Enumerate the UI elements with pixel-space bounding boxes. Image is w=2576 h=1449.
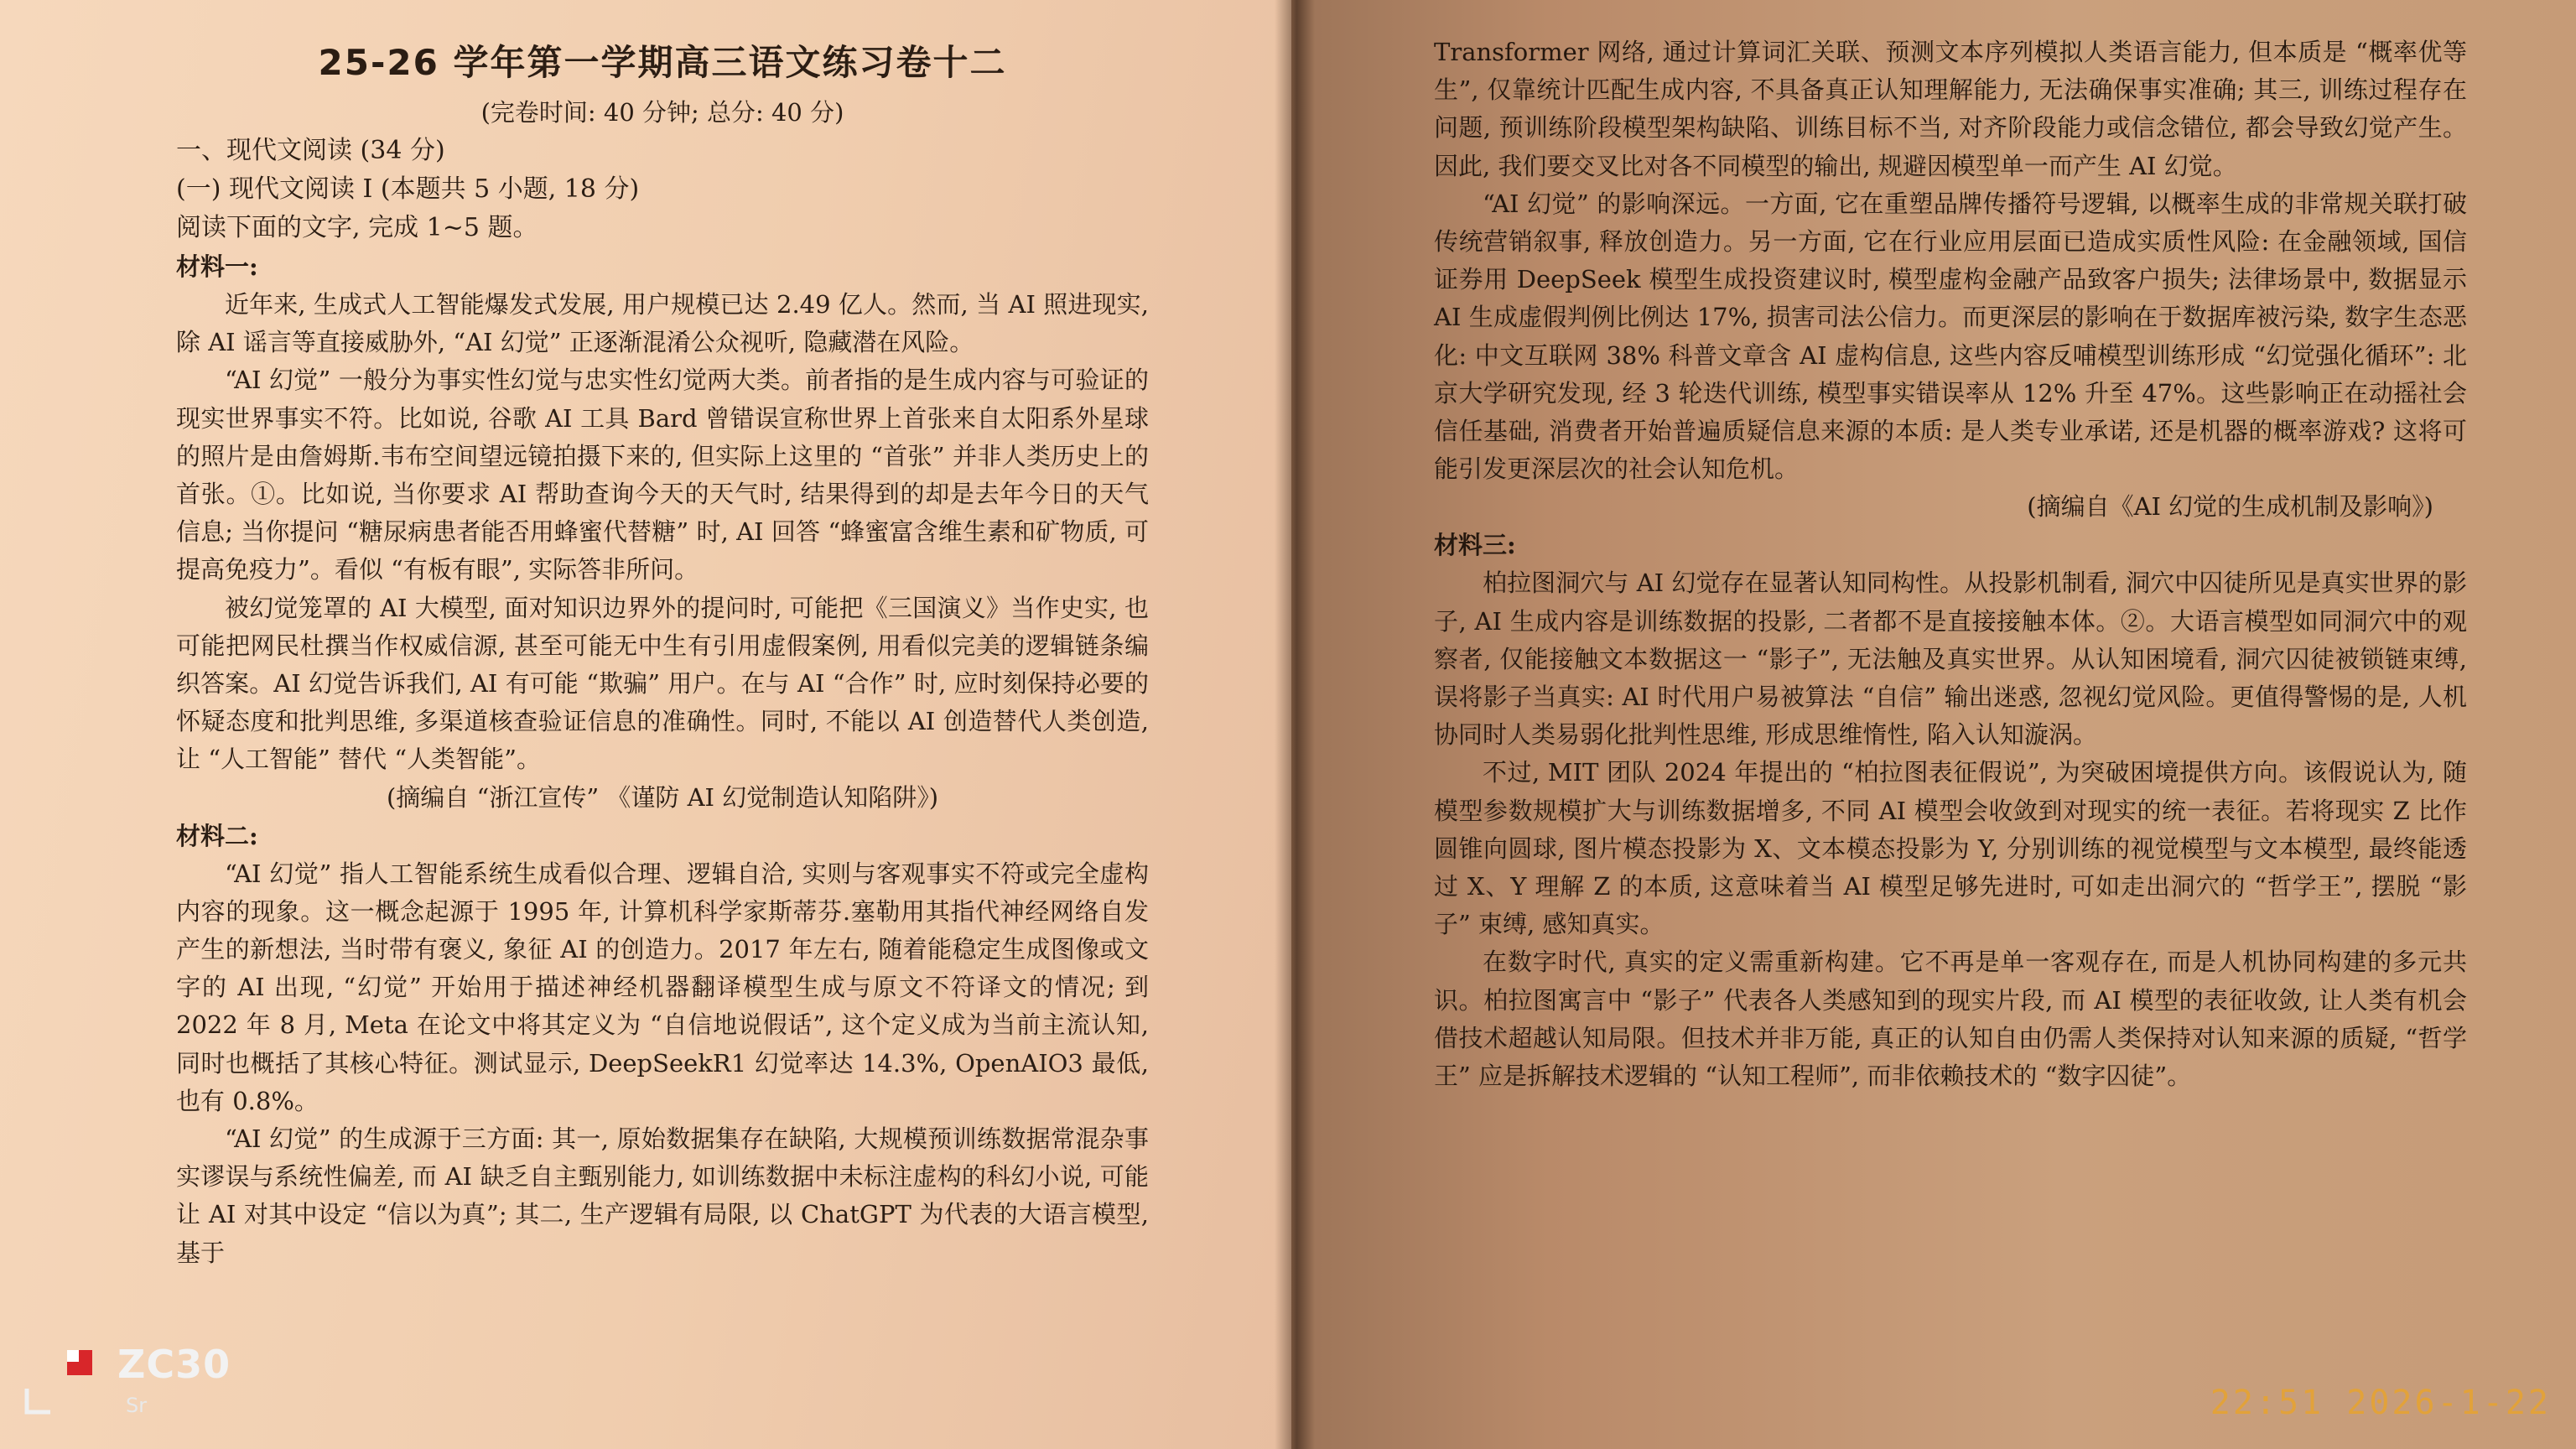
exam-title: 25-26 学年第一学期高三语文练习卷十二 <box>318 42 1007 83</box>
subsection-heading: (一) 现代文阅读 I (本题共 5 小题, 18 分) <box>176 174 640 204</box>
material-1-label: 材料一: <box>176 252 258 281</box>
material-3-paragraph-1: 柏拉图洞穴与 AI 幻觉存在显著认知同构性。从投影机制看, 洞穴中囚徒所见是真实世界的影子, AI 生成内容是训练数据的投影, 二者都不是直接接触本体。②。大语言模型如同洞穴中的观察者, 仅能接触文本数据这一 “影子”, 无法触及真实世界。从认知困境看, 洞穴囚徒被锁链束缚, 误将影子当真实: AI 时代用户易被算法 “自信” 输出迷惑, 忽视幻觉风险。更值得警惕的是, 人机协同时人类易弱化批判性思维, 形成思维惰性, 陷入认知漩涡。 <box>1434 569 2467 750</box>
book-gutter <box>1275 0 1315 1449</box>
material-1-paragraph-2: “AI 幻觉” 一般分为事实性幻觉与忠实性幻觉两大类。前者指的是生成内容与可验证的现实世界事实不符。比如说, 谷歌 AI 工具 Bard 曾错误宣称世界上首张来自太阳系外星球的照片是由詹姆斯.韦布空间望远镜拍摄下来的, 但实际上这里的 “首张” 并非人类历史上的首张。①。比如说, 当你要求 AI 帮助查询今天的天气时, 结果得到的却是去年今日的天气信息; 当你提问 “糖尿病患者能否用蜂蜜代替糖” 时, AI 回答 “蜂蜜富含维生素和矿物质, 可提高免疫力”。看似 “有板有眼”, 实际答非所问。 <box>176 366 1149 584</box>
camera-watermark-sub: Sr <box>126 1394 148 1417</box>
section-heading: 一、现代文阅读 (34 分) <box>176 136 445 165</box>
material-2-paragraph-2-continued: Transformer 网络, 通过计算词汇关联、预测文本序列模拟人类语言能力, 但本质是 “概率优等生”, 仅靠统计匹配生成内容, 不具备真正认知理解能力, 无法确保事实准确; 其三, 训练过程存在问题, 预训练阶段模型架构缺陷、训练目标不当, 对齐阶段能力或信念错位, 都会导致幻觉产生。因此, 我们要交叉比对各不同模型的输出, 规避因模型单一而产生 AI 幻觉。 <box>1434 38 2467 180</box>
corner-mark-icon <box>23 1385 54 1415</box>
material-2-label: 材料二: <box>176 821 258 850</box>
camera-watermark: ZC30 <box>117 1342 231 1387</box>
right-page <box>1291 0 2576 1449</box>
material-2-paragraph-1: “AI 幻觉” 指人工智能系统生成看似合理、逻辑自洽, 实则与客观事实不符或完全虚构内容的现象。这一概念起源于 1995 年, 计算机科学家斯蒂芬.塞勒用其指代神经网络自发产生的新想法, 当时带有褒义, 象征 AI 的创造力。2017 年左右, 随着能稳定生成图像或文字的 AI 出现, “幻觉” 开始用于描述神经机器翻译模型生成与原文不符译文的情况; 到 2022 年 8 月, Meta 在论文中将其定义为 “自信地说假话”, 这个定义成为当前主流认知, 同时也概括了其核心特征。测试显示, DeepSeekR1 幻觉率达 14.3%, OpenAIO3 最低, 也有 0.8%。 <box>176 859 1149 1115</box>
material-3-paragraph-2: 不过, MIT 团队 2024 年提出的 “柏拉图表征假说”, 为突破困境提供方向。该假说认为, 随模型参数规模扩大与训练数据增多, 不同 AI 模型会收敛到对现实的统一表征。若将现实 Z 比作圆锥向圆球, 图片模态投影为 X、文本模态投影为 Y, 分别训练的视觉模型与文本模型, 最终能透过 X、Y 理解 Z 的本质, 这意味着当 AI 模型足够先进时, 可如走出洞穴的 “哲学王”, 摆脱 “影子” 束缚, 感知真实。 <box>1434 758 2467 939</box>
material-1-paragraph-3: 被幻觉笼罩的 AI 大模型, 面对知识边界外的提问时, 可能把《三国演义》当作史实, 也可能把网民杜撰当作权威信源, 甚至可能无中生有引用虚假案例, 用看似完美的逻辑链条编织答案。AI 幻觉告诉我们, AI 有可能 “欺骗” 用户。在与 AI “合作” 时, 应时刻保持必要的怀疑态度和批判思维, 多渠道核查验证信息的准确性。同时, 不能以 AI 创造替代人类创造, 让 “人工智能” 替代 “人类智能”。 <box>176 593 1149 774</box>
material-3-label: 材料三: <box>1434 531 1516 560</box>
material-2-paragraph-3: “AI 幻觉” 的影响深远。一方面, 它在重塑品牌传播符号逻辑, 以概率生成的非常规关联打破传统营销叙事, 释放创造力。另一方面, 它在行业应用层面已造成实质性风险: 在金融领域, 国信证券用 DeepSeek 模型生成投资建议时, 模型虚构金融产品致客户损失; 法律场景中, 数据显示 AI 生成虚假判例比例达 17%, 损害司法公信力。而更深层的影响在于数据库被污染, 数字生态恶化: 中文互联网 38% 科普文章含 AI 虚构信息, 这些内容反哺模型训练形成 “幻觉强化循环”: 北京大学研究发现, 经 3 轮迭代训练, 模型事实错误率从 12% 升至 47%。这些影响正在动摇社会信任基础, 消费者开始普遍质疑信息来源的本质: 是人类专业承诺, 还是机器的概率游戏? 这将可能引发更深层次的社会认知危机。 <box>1434 189 2467 484</box>
instruction-text: 阅读下面的文字, 完成 1~5 题。 <box>176 213 538 242</box>
material-1-paragraph-1: 近年来, 生成式人工智能爆发式发展, 用户规模已达 2.49 亿人。然而, 当 AI 照进现实, 除 AI 谣言等直接威胁外, “AI 幻觉” 正逐渐混淆公众视听, 隐藏潜在风险。 <box>176 290 1149 357</box>
material-1-source: (摘编自 “浙江宣传” 《谨防 AI 幻觉制造认知陷阱》) <box>386 782 939 812</box>
photo-timestamp: 22:51 2026-1-22 <box>2210 1384 2551 1422</box>
material-2-source: (摘编自《AI 幻觉的生成机制及影响》) <box>2027 492 2433 522</box>
material-3-paragraph-3: 在数字时代, 真实的定义需重新构建。它不再是单一客观存在, 而是人机协同构建的多元共识。柏拉图寓言中 “影子” 代表各人类感知到的现实片段, 而 AI 模型的表征收敛, 让人类有机会借技术超越认知局限。但技术并非万能, 真正的认知自由仍需人类保持对认知来源的质疑, “哲学王” 应是拆解技术逻辑的 “认知工程师”, 而非依赖技术的 “数字囚徒”。 <box>1434 948 2467 1091</box>
exam-subtitle: (完卷时间: 40 分钟; 总分: 40 分) <box>480 98 844 127</box>
camera-brand-logo-icon <box>67 1350 92 1375</box>
material-2-paragraph-2: “AI 幻觉” 的生成源于三方面: 其一, 原始数据集存在缺陷, 大规模预训练数据常混杂事实谬误与系统性偏差, 而 AI 缺乏自主甄别能力, 如训练数据中未标注虚构的科幻小说, 可能让 AI 对其中设定 “信以为真”; 其二, 生产逻辑有局限, 以 ChatGPT 为代表的大语言模型, 基于 <box>176 1124 1149 1267</box>
